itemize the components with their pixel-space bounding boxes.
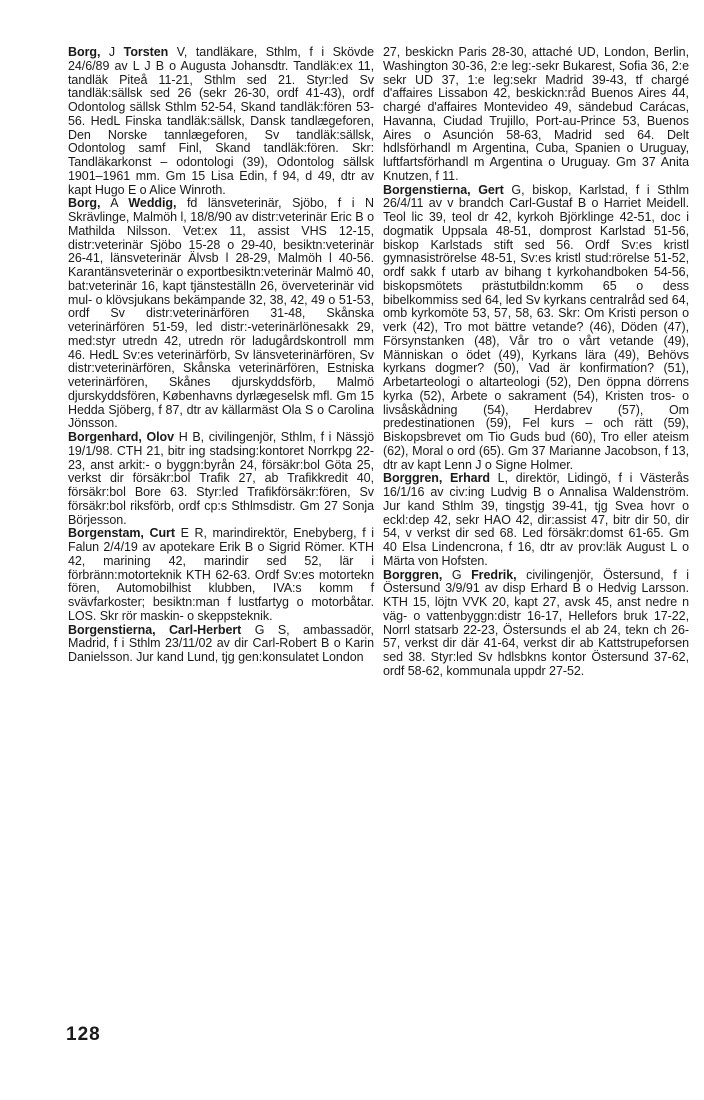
entry-text: civilingenjör, Östersund, f i Östersund 3/9/91 av disp Erhard B o Hedvig Larsson. KTH 15, löjtn VVK 20, kapt 27, avsk 45, anst nedre n väg- o vattenbyggn:distr 16-17, Hellefors bruk 17-22, Norrl statsarb 22-23, Östersunds el ab 24, tekn ch 26-57, verkst dir där 41-64, verkst dir ab Kattstrupeforsen sed 38. Styr:led Sv hdlsbkns kontor Östersund 37-62, ordf 58-62, kommunala uppdr 27-52. [383, 567, 689, 678]
entry-borg-torsten [68, 46, 374, 197]
entry-initials: A [100, 196, 129, 211]
entry-text: V, tandläkare, Sthlm, f i Skövde 24/6/89 av L J B o Augusta Johansdtr. Tandläk:ex 11, tandläk Piteå 11-21, Sthlm sed 21. Styr:led Sv tandläk:sällsk sed 26 (sekr 26-30, ordf 41-43), ordf Odontolog sällsk Sthlm 52-54, Skand tandläk:fören 53-56. HedL Finska tandläk:sällsk, Dansk tandlægeforen, Den Norske tannlægeforen, Sv tandläk:sällsk, Odontolog samf Finl, Skand tandläk:fören. Skr: Tandläkarkonst – odontologi (39), Odontolog sällsk 1901–1961 mm. Gm 15 Lisa Edin, f 94, d 49, dtr av kapt Hugo E o Alice Winroth. [68, 45, 374, 197]
entry-surname: Borg, [68, 196, 101, 211]
entry-text: G, biskop, Karlstad, f i Sthlm 26/4/11 av v brandch Carl-Gustaf B o Harriet Meidell. Teol lic 39, teol dr 42, kyrkoh Björklinge 42-51, doc i dogmatik Uppsala 48-51, domprost Karlstad 51-56, biskop Karlstads stift sed 56. Ordf Sv:es kristl gymnasiströrelse 48-51, Sv:es kristl stud:rörelse 51-52, ordf sakk f utarb av bihang t kyrkohandboken 54-56, biskopsmötets prästutbildn:komm 65 o dess bibelkommiss sed 64, led Sv kyrkans centralråd sed 64, omb kyrkomöte 53, 57, 58, 63. Skr: Om Kristi person o verk (42), Tro mot bättre vetande? (46), Döden (47), Försynstanken (48), Vår tro o vårt vetande (49), Människan o ödet (49), Kyrkans lära (49), Behövs kyrkans dogmer? (50), Vad är konfirmation? (51), Arbetarteologi o altarteologi (52), Den öppna dörrens kyrka (52), Arbete o sakrament (54), Kristen tros- o livsåskådning (54), Herdabrev (57), Om predestinationen (59), Fel kurs – och rätt (59), Biskopsbrevet om Tio Guds bud (60), Tro eller ateism (62), Moral o ord (65). Gm 37 Marianne Jacobson, f 13, dtr av kapt Lenn J o Signe Holmer. [383, 182, 689, 472]
entry-borgenstam-curt [68, 527, 374, 623]
entry-text: 27, beskickn Paris 28-30, attaché UD, London, Berlin, Washington 30-36, 2:e leg:-sekr Bukarest, Sofia 36, 2:e sekr UD 37, 1:e leg:sekr Madrid 39-43, tf chargé d'affaires Lissabon 42, beskickn:råd Buenos Aires 44, chargé d'affaires Montevideo 49, sändebud Carácas, Havanna, Ciudad Trujillo, Port-au-Prince 53, Buenos Aires o Asunción 58-63, Madrid sed 64. Delt hdlsförhandl m Argentina, Cuba, Spanien o Uruguay, luftfartsförhandl m Argentina o Uruguay. Gm 37 Anita Knutzen, f 11. [383, 45, 689, 183]
entry-borggren-erhard [383, 472, 689, 568]
entry-surname: Borgenhard, [68, 430, 142, 444]
entry-borgenstierna-gert [383, 184, 689, 473]
page-number: 128 [66, 1024, 101, 1045]
entry-borgenhard-olov [68, 431, 374, 527]
entry-text: L, direktör, Lidingö, f i Västerås 16/1/16 av civ:ing Ludvig B o Annalisa Waldenström. Jur kand Sthlm 39, tingstjg 39-41, tjg Svea hovr o eckl:dep 42, sekr HAO 42, dir:assist 47, bitr dir 50, dir 54, v verkst dir sed 68. Led försäkr:domst 61-65. Gm 40 Elsa Lindencrona, f 16, dtr av prov:läk August L o Märta von Hofsten. [383, 471, 689, 568]
entry-borggren-fredrik [383, 569, 689, 679]
entry-initials: G [442, 567, 472, 582]
entry-given-name: Gert [478, 182, 504, 197]
entry-continuation [383, 46, 689, 184]
entry-borg-weddig [68, 197, 374, 431]
entry-given-name: Fredrik, [471, 567, 517, 582]
entry-surname: Borg, [68, 45, 101, 59]
entry-surname: Borgenstam, [68, 526, 144, 541]
entry-surname: Borgenstierna, [383, 182, 471, 197]
left-column [68, 46, 374, 665]
entry-text: H B, civilingenjör, Sthlm, f i Nässjö 19/1/98. CTH 21, bitr ing stadsing:kontoret Norrkpg 22-23, anst arkit:- o byggn:byrån 24, försäkr:bol Göta 25, verkst dir försäkr:bol Trafik 27, ab Trafikkredit 40, försäkr:bol Bore 63. Styr:led Trafikförsäkr:fören, Sv försäkr:bol riksförb, ordf cp:s Sthlmsdistr. Gm 27 Sonja Börjesson. [68, 430, 374, 527]
entry-given-name: Curt [149, 526, 175, 541]
entry-surname: Borggren, [383, 567, 443, 582]
entry-surname: Borggren, [383, 471, 443, 486]
right-column [383, 46, 689, 679]
entry-given-name: Erhard [449, 471, 490, 486]
entry-given-name: Weddig, [128, 196, 177, 211]
entry-initials [156, 623, 169, 637]
entry-initials: J [100, 45, 124, 59]
entry-text: fd länsveterinär, Sjöbo, f i N Skrävlinge, Malmöh l, 18/8/90 av distr:veterinär Eric B o Mathilda Nilsson. Vet:ex 11, assist VHS 12-15, distr:veterinär Sjöbo 15-28 o 29-40, besiktn:veterinär 26-41, länsveterinär Älvsb l 28-29, Malmöh l 40-56. Karantänsveterinär o exportbesiktn:veterinär Malmö 40, bat:veterinär 16, kapt tjänsteställn 26, överveterinär vid mul- o klövsjukans bekämpande 32, 38, 42, 49 o 51-53, ordf Sv distr:veterinärfören 31-48, Skånska veterinärfören 51-59, led distr:-veterinärlönesakk 29, med:styr utredn 42, utredn rör ladugårdskontroll mm 46. HedL Sv:es veterinärförb, Sv länsveterinärfören, Sv distr:veterinärfören, Skånska veterinärfören, Estniska veterinärfören, Skånes djurskyddsförb, Malmö djurskyddsfören, Københavns dyrlægeselsk mfl. Gm 15 Hedda Sjöberg, f 87, dtr av källarmäst Ola S o Carolina Jönsson. [68, 196, 374, 431]
entry-given-name: Torsten [123, 45, 169, 59]
entry-text: G S, ambassadör, Madrid, f i Sthlm 23/11/02 av dir Carl-Robert B o Karin Danielsson. Jur kand Lund, tjg gen:konsulatet London [68, 622, 374, 664]
entry-borgenstierna-carl-herbert [68, 624, 374, 665]
entry-surname: Borgenstierna, [68, 622, 156, 637]
entry-given-name: Olov [146, 430, 175, 444]
entry-given-name: Carl-Herbert [168, 622, 242, 637]
entry-text: E R, marindirektör, Enebyberg, f i Falun 2/4/19 av apotekare Erik B o Sigrid Römer. KTH 42, marining 42, marindir sed 52, lär i förbränn:motorteknik KTH 62-63. Ordf Sv:es motortekn fören, Automobilhist klubben, IVA:s komm f svävfarkoster; besiktn:man f lustfartyg o motorbåtar. LOS. Skr rör maskin- o skeppsteknik. [68, 526, 374, 623]
entry-initials [442, 471, 450, 485]
